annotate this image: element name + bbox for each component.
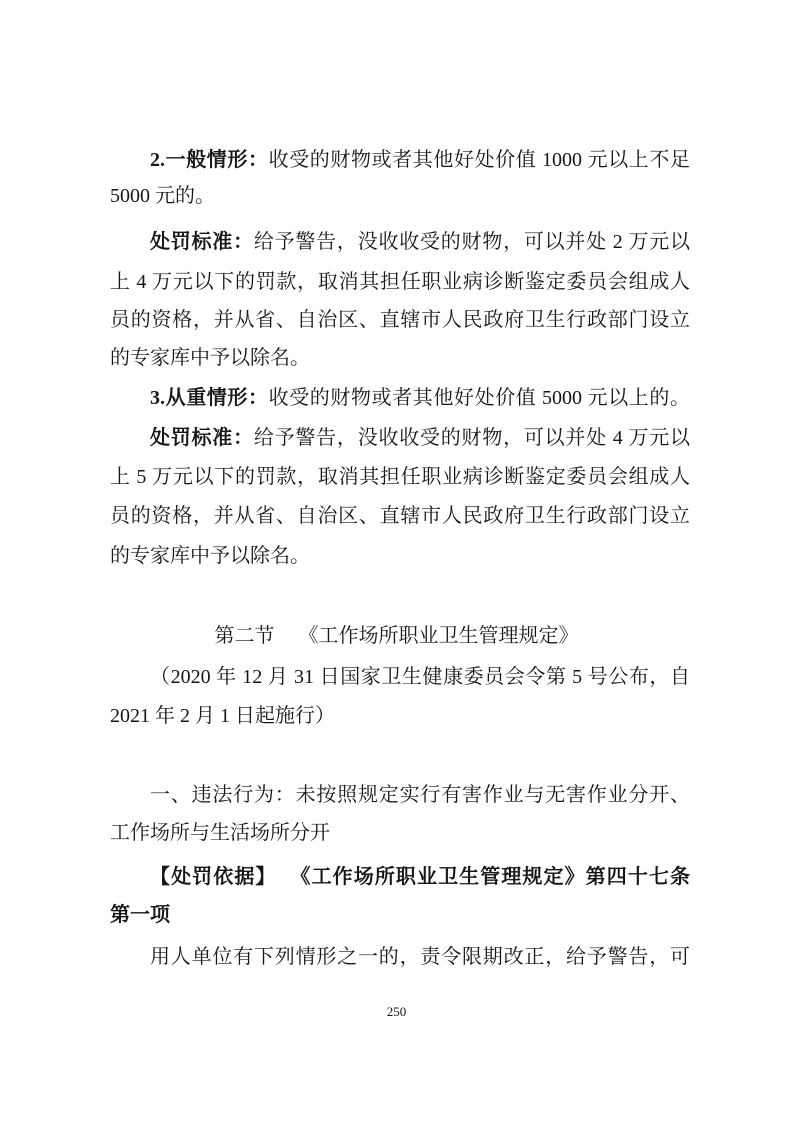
severe-penalty-line-4: [110, 544, 690, 568]
severe-penalty-line-3: [110, 504, 690, 528]
section-note-text: （2020 年 12 月 31 日国家卫生健康委员会令第 5 号公布，自: [150, 666, 690, 688]
penalty-basis-text: 第一项: [110, 904, 170, 926]
severe-case-text: 收受的财物或者其他好处价值 5000 元以上的。: [268, 387, 691, 409]
penalty-text: 给予警告，没收收受的财物，可以并处 4 万元以: [253, 427, 691, 449]
penalty-standard-label: 处罚标准：: [150, 231, 254, 253]
penalty-text: 员的资格，并从省、自治区、直辖市人民政府卫生行政部门设立: [110, 309, 690, 331]
page-number: 250: [386, 1004, 407, 1019]
penalty-text: 上 4 万元以下的罚款，取消其担任职业病诊断鉴定委员会组成人: [110, 271, 690, 293]
general-case-text: 收受的财物或者其他好处价值 1000 元以上不足: [268, 149, 691, 171]
body-text: 用人单位有下列情形之一的，责令限期改正，给予警告，可: [150, 946, 690, 968]
penalty-basis-text: 《工作场所职业卫生管理规定》第四十七条: [300, 866, 690, 888]
penalty-text: 给予警告，没收收受的财物，可以并处 2 万元以: [253, 231, 691, 253]
violation-text: 一、违法行为：未按照规定实行有害作业与无害作业分开、: [150, 784, 690, 806]
severe-case-label: 3.从重情形：: [150, 387, 269, 409]
penalty-text: 上 5 万元以下的罚款，取消其担任职业病诊断鉴定委员会组成人: [110, 466, 690, 488]
general-case-text: 5000 元的。: [110, 185, 215, 207]
section-number: 第二节: [214, 625, 275, 647]
section-note-line-1: [150, 665, 690, 689]
general-penalty-line-3: [110, 308, 690, 332]
penalty-basis-line-1: [150, 865, 690, 889]
general-case-line-1: [150, 148, 690, 172]
section-name: 《工作场所职业卫生管理规定》: [298, 625, 579, 647]
penalty-text: 的专家库中予以除名。: [110, 347, 310, 369]
severe-penalty-line-2: [110, 465, 690, 489]
section-title: [0, 624, 793, 648]
general-case-label: 2.一般情形：: [150, 149, 269, 171]
severe-case-line: [150, 386, 690, 410]
penalty-standard-label: 处罚标准：: [150, 427, 254, 449]
severe-penalty-line-1: [150, 426, 690, 450]
violation-line-2: [110, 821, 690, 845]
violation-text: 工作场所与生活场所分开: [110, 822, 330, 844]
general-penalty-line-2: [110, 270, 690, 294]
penalty-text: 员的资格，并从省、自治区、直辖市人民政府卫生行政部门设立: [110, 505, 690, 527]
penalty-text: 的专家库中予以除名。: [110, 545, 310, 567]
violation-line-1: [150, 783, 690, 807]
penalty-basis-line-2: [110, 903, 690, 927]
general-case-line-2: [110, 184, 690, 208]
general-penalty-line-4: [110, 346, 690, 370]
body-paragraph-line: [150, 945, 690, 969]
section-note-line-2: [110, 704, 690, 728]
general-penalty-line-1: [150, 230, 690, 254]
penalty-basis-label: 【处罚依据】: [150, 866, 277, 888]
section-note-text: 2021 年 2 月 1 日起施行）: [110, 705, 335, 727]
